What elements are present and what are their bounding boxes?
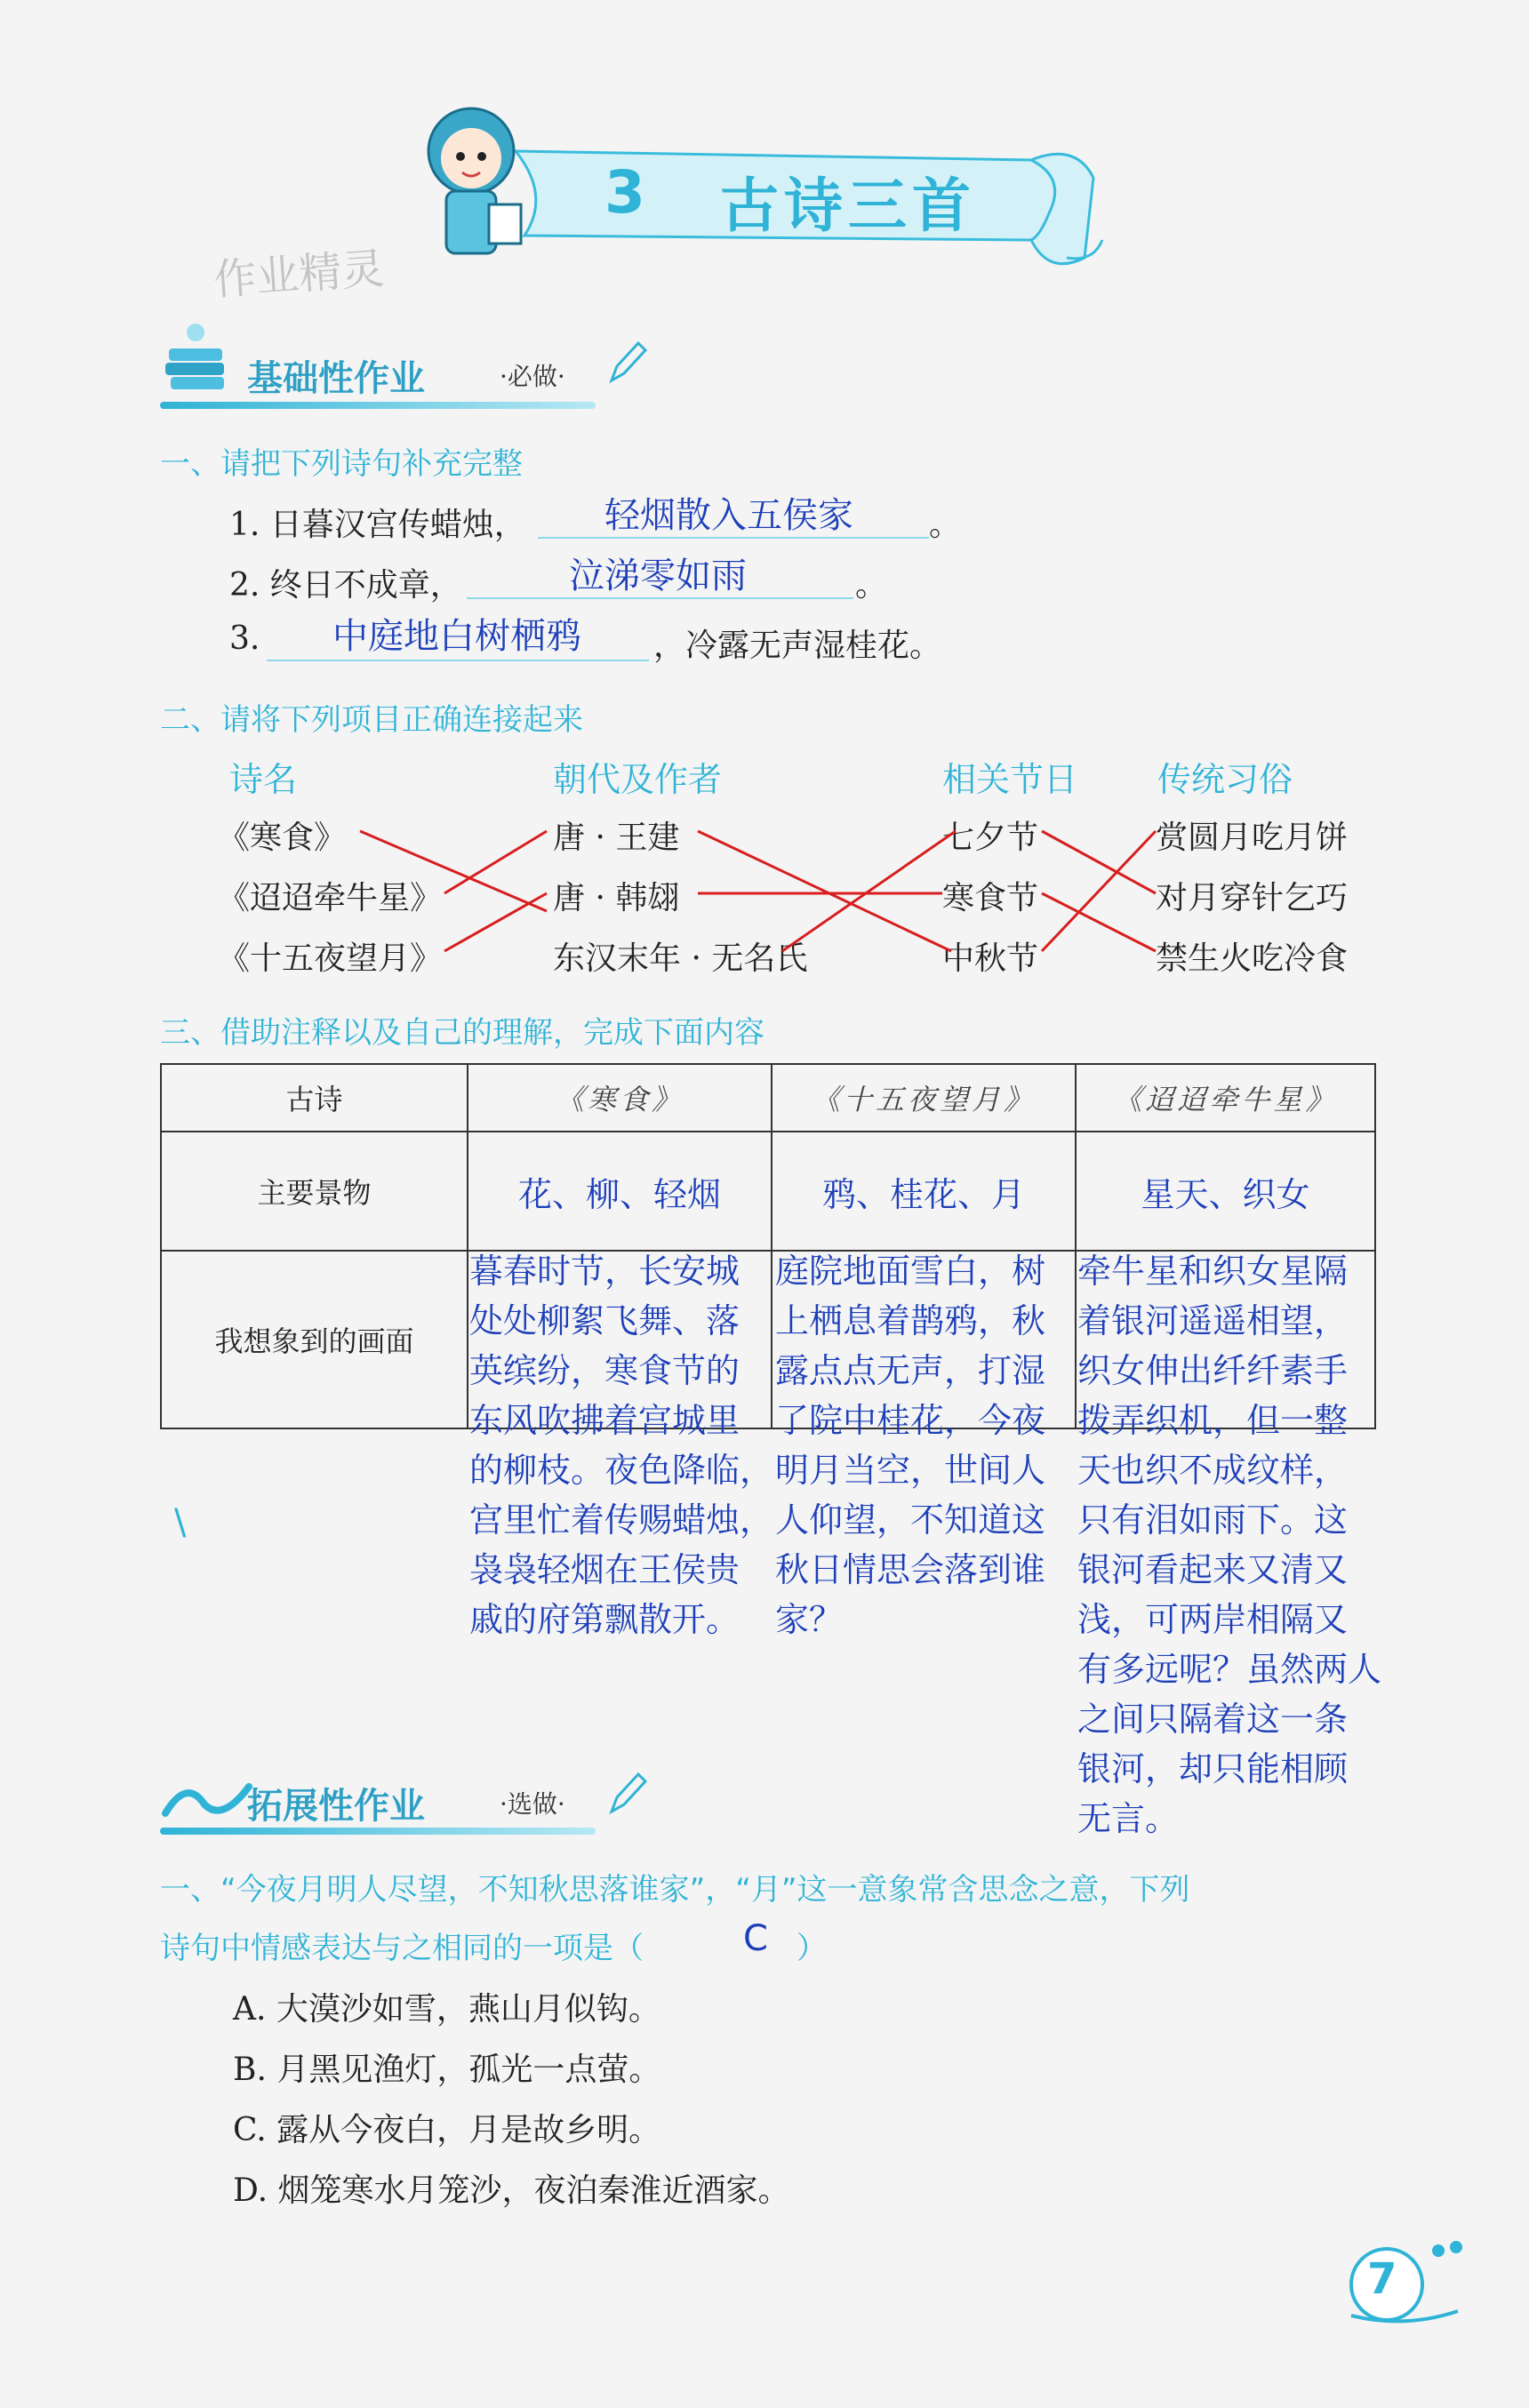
q1-item3-end: ，冷露无声湿桂花。 <box>653 628 942 664</box>
section-title-basic: 基础性作业 <box>247 358 425 399</box>
poem-item: 《十五夜望月》 <box>218 940 443 977</box>
watermark: 作业精灵 <box>212 244 387 306</box>
answer-line: 英缤纷，寒食节的 <box>469 1351 740 1390</box>
col-title-custom: 传统习俗 <box>1157 760 1293 799</box>
answer-line: 的柳枝。夜色降临， <box>469 1451 774 1490</box>
matching-lines <box>0 0 1529 1067</box>
section-tag-ext: ·选做· <box>500 1789 565 1819</box>
answer-line: 拨弄织机，但一整 <box>1077 1401 1349 1440</box>
festival-item: 中秋节 <box>942 940 1039 977</box>
q1-item1-answer: 轻烟散入五侯家 <box>604 495 853 536</box>
table-header-cell: 《十五夜望月》 <box>772 1064 1076 1132</box>
ext-q1-close: ） <box>797 1931 827 1966</box>
answer-line: 人仰望，不知道这 <box>775 1500 1046 1540</box>
answer-line: 明月当空，世间人 <box>775 1451 1046 1490</box>
page-number: 7 <box>1367 2254 1397 2304</box>
ext-q1-line2: 诗句中情感表达与之相同的一项是（ <box>160 1931 644 1966</box>
section-wave-ext <box>160 1828 596 1835</box>
author-item: 东汉末年 · 无名氏 <box>553 940 808 977</box>
answer-line: 无言。 <box>1077 1799 1180 1838</box>
scenery-answer: 花、柳、轻烟 <box>468 1132 772 1251</box>
imagination-answer-hanshi <box>469 1246 773 1644</box>
q1-item3-num: 3. <box>229 620 260 657</box>
ext-q1-answer: C <box>743 1918 768 1959</box>
answer-line: 处处柳絮飞舞、落 <box>469 1301 740 1340</box>
match-line <box>1042 831 1156 893</box>
scenery-answer: 鸦、桂花、月 <box>772 1132 1076 1251</box>
chapter-number: 3 <box>604 158 645 227</box>
section-title-ext: 拓展性作业 <box>247 1786 425 1827</box>
answer-line: 浅，可两岸相隔又 <box>1077 1600 1349 1639</box>
stray-mark: \ <box>174 1502 187 1543</box>
answer-line: 袅袅轻烟在王侯贵 <box>469 1550 740 1589</box>
match-line <box>1042 831 1156 951</box>
q1-item1-end: 。 <box>929 507 962 543</box>
ext-q1-line1: 一、“今夜月明人尽望，不知秋思落谁家”，“月”这一意象常含思念之意，下列 <box>160 1872 1190 1908</box>
match-line <box>698 831 951 951</box>
answer-line: 秋日情思会落到谁 <box>775 1550 1046 1589</box>
answer-line: 牵牛星和织女星隔 <box>1077 1252 1349 1291</box>
match-line <box>1042 893 1156 951</box>
answer-line: 银河，却只能相顾 <box>1077 1749 1349 1788</box>
poem-item: 《寒食》 <box>218 820 347 856</box>
scenery-answer: 星天、织女 <box>1076 1132 1375 1251</box>
custom-item: 对月穿针乞巧 <box>1156 880 1349 916</box>
wave-icon <box>160 1769 258 1831</box>
q3-heading: 三、借助注释以及自己的理解，完成下面内容 <box>160 1015 764 1051</box>
answer-line: 露点点无声，打湿 <box>775 1351 1046 1390</box>
option-c: C. 露从今夜白，月是故乡明。 <box>233 2112 661 2148</box>
q1-item3-answer: 中庭地白树栖鸦 <box>332 616 581 657</box>
answer-line: 有多远呢？虽然两人 <box>1077 1650 1382 1689</box>
answer-line: 宫里忙着传赐蜡烛， <box>469 1500 774 1540</box>
poem-item: 《迢迢牵牛星》 <box>218 880 443 916</box>
q1-item2-text: 2. 终日不成章， <box>229 567 462 604</box>
author-item: 唐 · 王建 <box>553 820 680 856</box>
table-header-cell: 《寒食》 <box>468 1064 772 1132</box>
match-line <box>444 893 547 951</box>
q1-heading: 一、请把下列诗句补充完整 <box>160 446 523 482</box>
match-line <box>444 831 547 893</box>
row-label-imagination: 我想象到的画面 <box>161 1251 468 1428</box>
row-label-scenery: 主要景物 <box>161 1132 468 1251</box>
custom-item: 禁生火吃冷食 <box>1156 940 1349 977</box>
pencil-icon <box>604 1769 649 1819</box>
answer-line: 银河看起来又清又 <box>1077 1550 1349 1589</box>
option-a: A. 大漠沙如雪，燕山月似钩。 <box>233 1991 660 2028</box>
col-title-festival: 相关节日 <box>942 760 1078 799</box>
answer-line: 天也织不成纹样， <box>1077 1451 1349 1490</box>
answer-line: 庭院地面雪白，树 <box>775 1252 1046 1291</box>
table-header-cell: 《迢迢牵牛星》 <box>1076 1064 1375 1132</box>
q1-item2-end: 。 <box>855 567 888 604</box>
answer-line: 家？ <box>775 1600 844 1639</box>
author-item: 唐 · 韩翃 <box>553 880 680 916</box>
table-header-cell: 古诗 <box>161 1064 468 1132</box>
option-d: D. 烟笼寒水月笼沙，夜泊秦淮近酒家。 <box>233 2172 790 2209</box>
festival-item: 七夕节 <box>942 820 1039 856</box>
answer-line: 了院中桂花，今夜 <box>775 1401 1046 1440</box>
custom-item: 赏圆月吃月饼 <box>1156 820 1349 856</box>
snail-icon <box>1333 2231 1476 2329</box>
page-title: 古诗三首 <box>720 171 976 240</box>
match-line <box>360 831 547 911</box>
answer-line: 东风吹拂着宫城里 <box>469 1401 740 1440</box>
answer-line: 之间只隔着这一条 <box>1077 1700 1349 1739</box>
answer-line: 织女伸出纤纤素手 <box>1077 1351 1349 1390</box>
q2-heading: 二、请将下列项目正确连接起来 <box>160 702 583 738</box>
col-title-poem: 诗名 <box>229 760 298 799</box>
section-tag-basic: ·必做· <box>500 362 565 391</box>
col-title-author: 朝代及作者 <box>553 760 723 799</box>
answer-line: 只有泪如雨下。这 <box>1077 1500 1349 1540</box>
option-b: B. 月黑见渔灯，孤光一点萤。 <box>233 2052 661 2088</box>
answer-line: 暮春时节，长安城 <box>469 1252 740 1291</box>
q1-item1-text: 1. 日暮汉宫传蜡烛， <box>229 507 526 543</box>
answer-line: 着银河遥遥相望， <box>1077 1301 1349 1340</box>
imagination-answer-shiwuye <box>775 1246 1045 1644</box>
match-line <box>782 831 956 951</box>
imagination-answer-tiaotiao <box>1077 1246 1381 1844</box>
q1-item2-answer: 泣涕零如雨 <box>569 556 747 596</box>
festival-item: 寒食节 <box>942 880 1039 916</box>
answer-line: 戚的府第飘散开。 <box>469 1600 740 1639</box>
answer-line: 上栖息着鹊鸦，秋 <box>775 1301 1046 1340</box>
